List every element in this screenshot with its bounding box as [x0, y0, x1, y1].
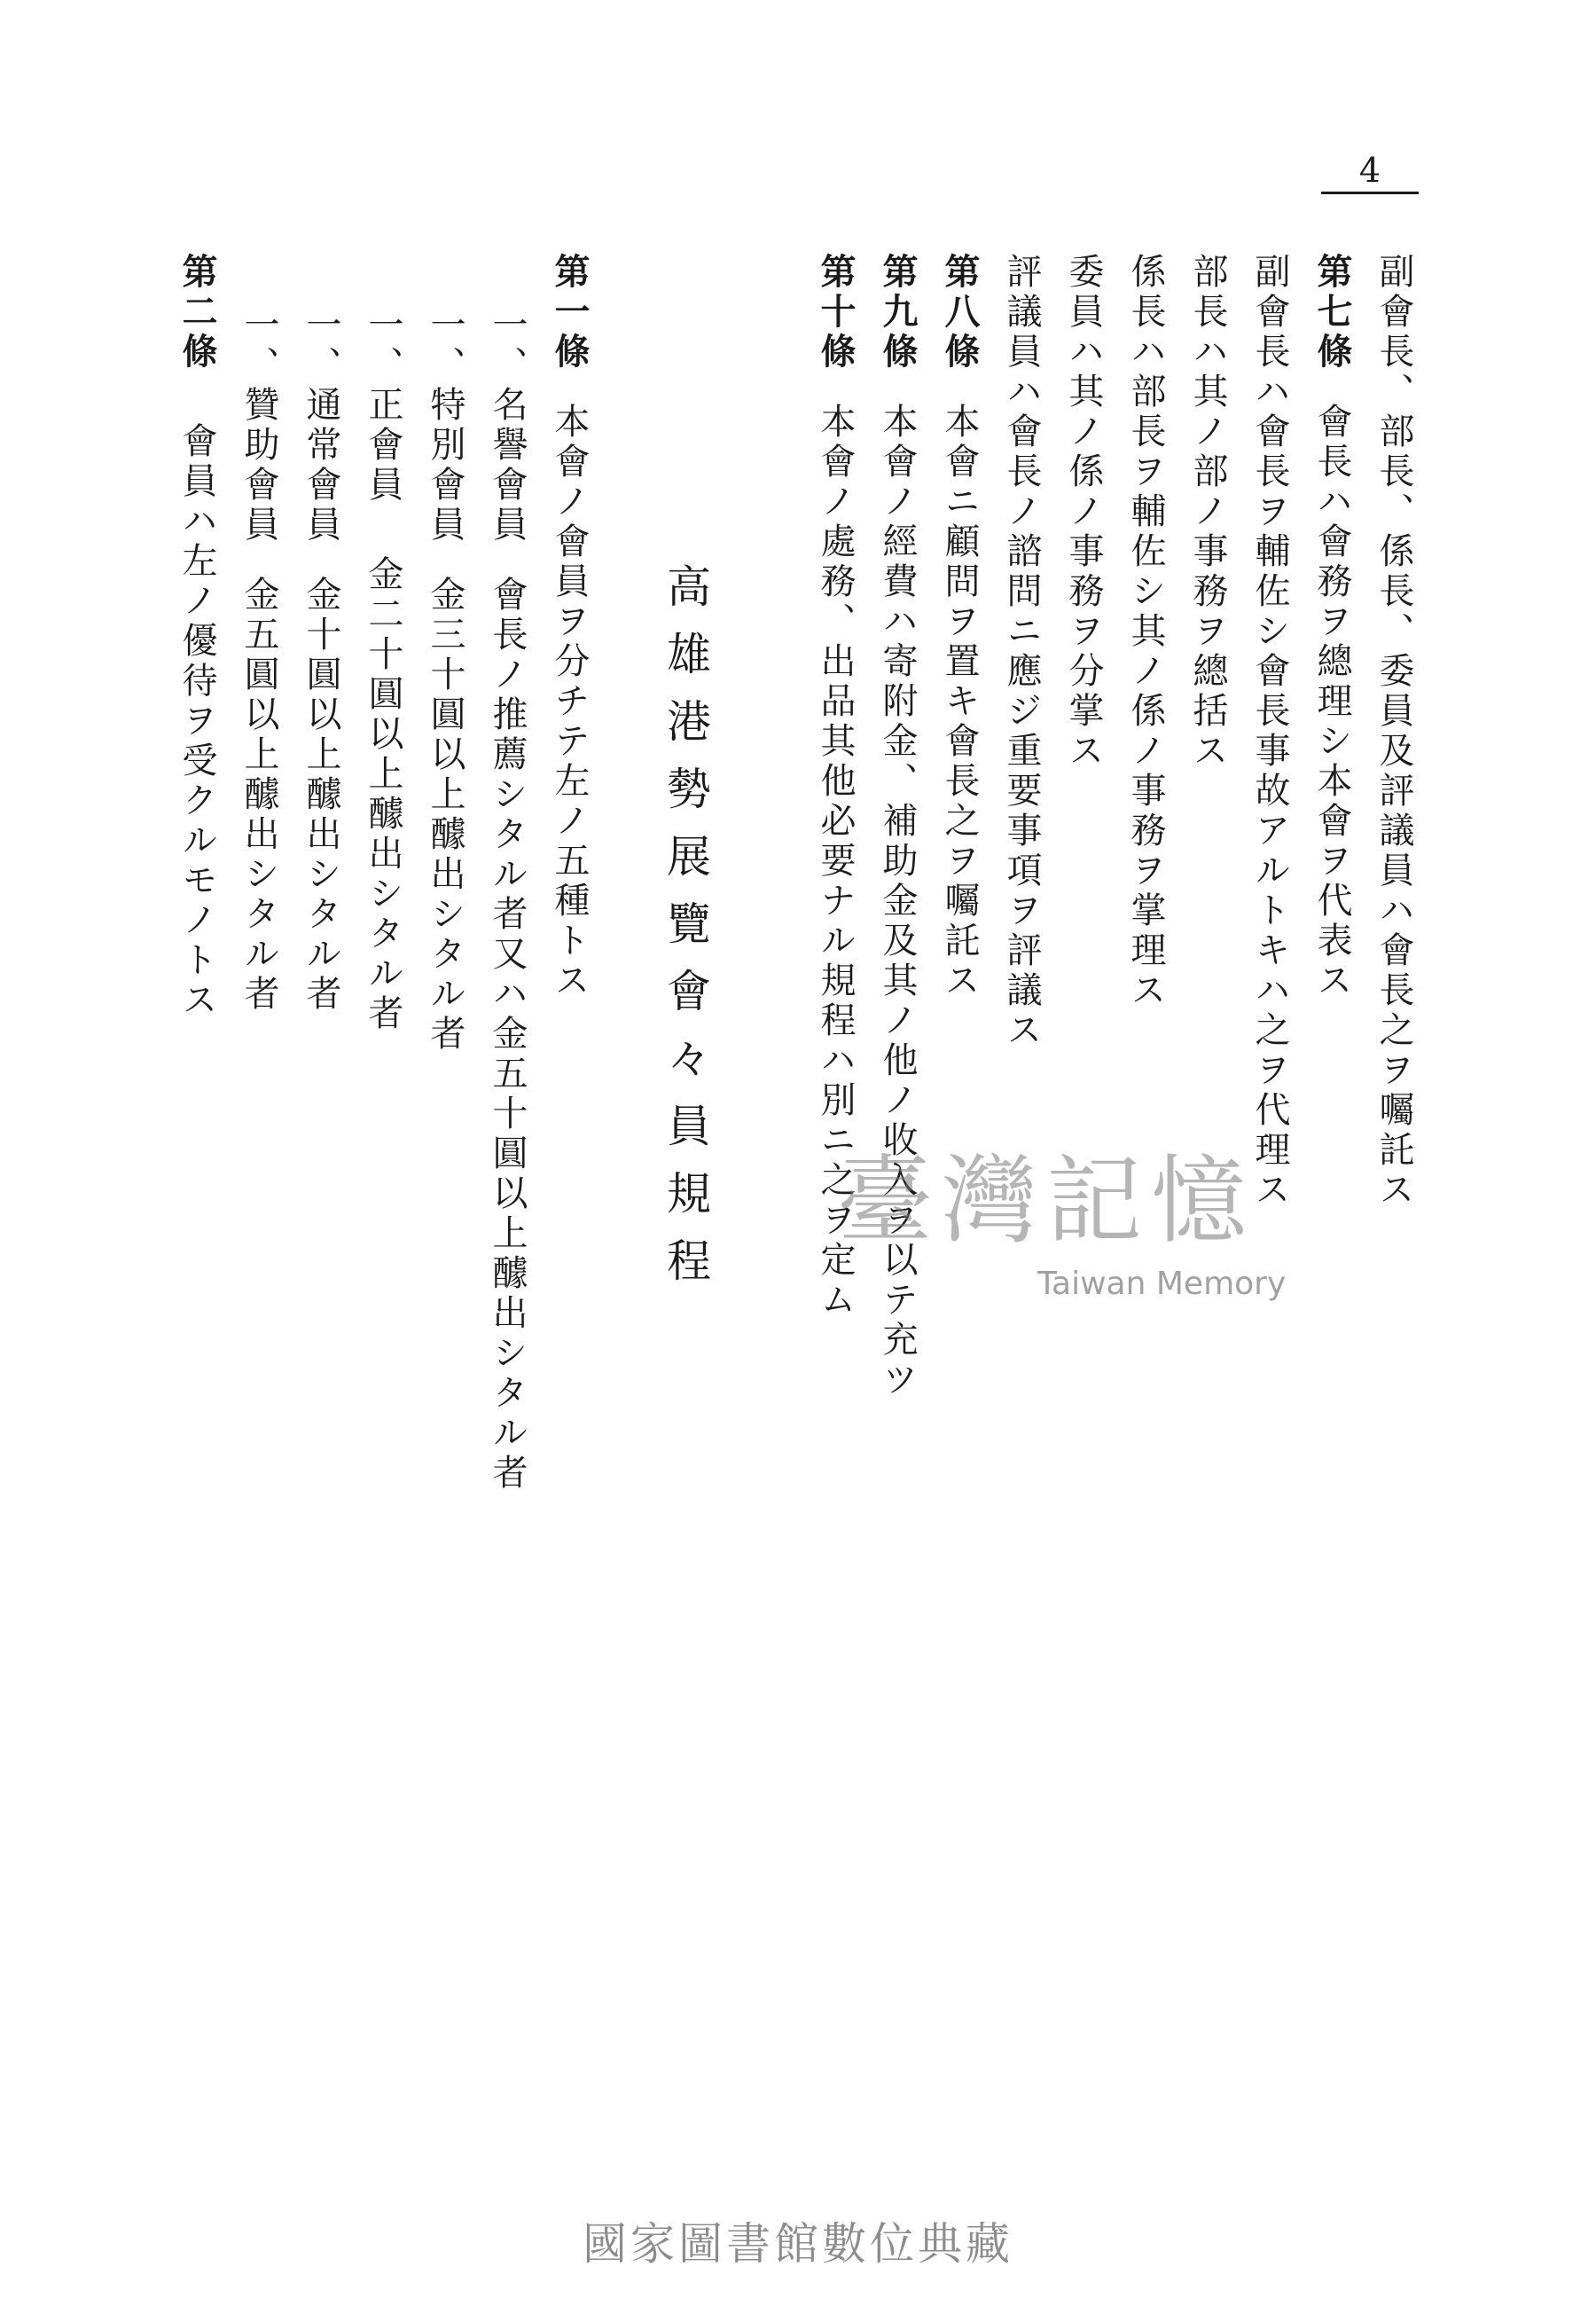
article-text: 本會ノ會員ヲ分チテ左ノ五種トス — [549, 403, 590, 1001]
article-line-section-head — [1125, 253, 1166, 1011]
article-text: 本會ニ顧問ヲ置キ會長之ヲ囑託ス — [939, 403, 980, 1001]
member-category-label: 一、特別會員 — [425, 306, 466, 545]
article-heading: 第二條 — [176, 253, 218, 373]
member-category-label: 一、贊助會員 — [239, 306, 279, 545]
watermark-subtitle: Taiwan Memory — [1037, 1266, 1287, 1302]
article-text: 係長ハ部長ヲ輔佐シ其ノ係ノ事務ヲ掌理ス — [1125, 253, 1166, 1011]
member-category-label: 一、名譽會員 — [487, 306, 528, 545]
member-category-honorary — [487, 306, 528, 1494]
member-category-desc: 金五圓以上醵出シタル者 — [239, 576, 279, 1015]
article-line-councillors — [1001, 253, 1042, 1051]
member-category-desc: 金二十圓以上醵出シタル者 — [363, 555, 403, 1034]
member-article-1 — [549, 253, 591, 1001]
article-heading: 第八條 — [939, 253, 981, 373]
article-text: 委員ハ其ノ係ノ事務ヲ分掌ス — [1063, 253, 1104, 772]
article-text: 本會ノ經費ハ寄附金、補助金及其ノ他ノ收入ヲ以テ充ツ — [877, 403, 918, 1400]
member-category-ordinary — [303, 306, 339, 1015]
member-category-special — [425, 306, 466, 1055]
article-line-officers — [1373, 253, 1414, 1211]
member-article-2 — [176, 253, 218, 1021]
library-footer: 國家圖書館數位典藏 — [583, 2218, 1013, 2270]
article-text: 會員ハ左ノ優待ヲ受クルモノトス — [176, 422, 217, 1021]
member-category-desc: 金十圓以上醵出シタル者 — [301, 576, 341, 1015]
article-text: 會長ハ會務ヲ總理シ本會ヲ代表ス — [1311, 403, 1352, 1001]
article-text: 本會ノ處務、出品其他必要ナル規程ハ別ニ之ヲ定ム — [815, 403, 856, 1321]
article-line-vice-president — [1249, 253, 1290, 1211]
article-text: 部長ハ其ノ部ノ事務ヲ總括ス — [1187, 253, 1228, 772]
section-title: 高雄港勢展覽會々員規程 — [660, 563, 711, 1305]
article-line-division-head — [1187, 253, 1228, 772]
article-text: 評議員ハ會長ノ諮問ニ應ジ重要事項ヲ評議ス — [1001, 253, 1042, 1051]
member-category-label: 一、正會員 — [363, 306, 403, 506]
page-number-rule — [1321, 192, 1419, 194]
article-text: 副會長ハ會長ヲ輔佐シ會長事故アルトキハ之ヲ代理ス — [1249, 253, 1290, 1211]
article-text: 副會長、部長、係長、委員及評議員ハ會長之ヲ囑託ス — [1373, 253, 1414, 1211]
member-category-supporting — [241, 306, 277, 1015]
member-category-regular — [365, 306, 401, 1034]
article-line-committee — [1063, 253, 1104, 772]
article-7 — [1311, 253, 1353, 1001]
article-heading: 第十條 — [815, 253, 857, 373]
page-number: 4 — [1358, 151, 1381, 190]
member-category-label: 一、通常會員 — [301, 306, 341, 545]
watermark-logo-text: 臺灣記憶 — [836, 1146, 1256, 1257]
article-heading: 第九條 — [877, 253, 919, 373]
article-heading: 第一條 — [549, 253, 591, 373]
article-8 — [939, 253, 981, 1001]
article-heading: 第七條 — [1311, 253, 1353, 373]
taiwan-memory-watermark — [798, 1144, 1295, 1330]
member-category-desc: 會長ノ推薦シタル者又ハ金五十圓以上醵出シタル者 — [487, 576, 528, 1494]
member-category-desc: 金三十圓以上醵出シタル者 — [425, 576, 466, 1055]
